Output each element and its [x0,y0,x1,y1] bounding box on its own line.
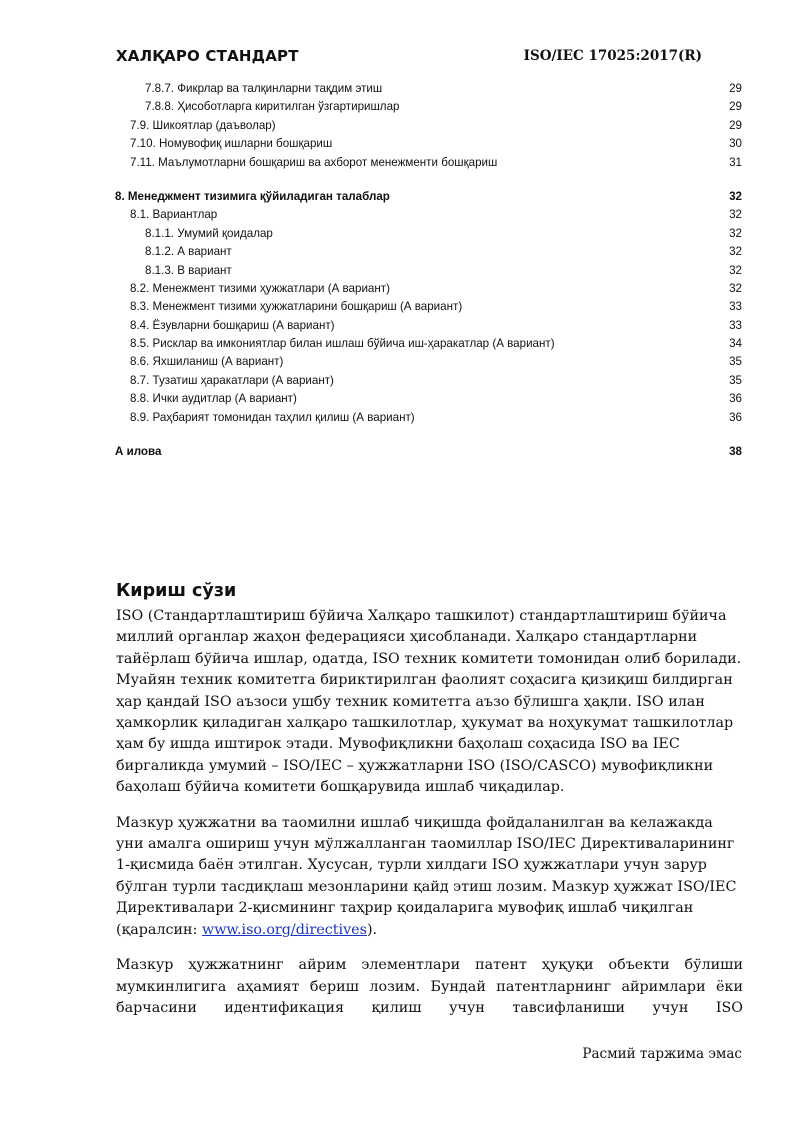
toc-entry[interactable] [115,206,742,224]
paragraph-text: Мазкур ҳужжатни ва таомилни ишлаб чиқишда фойдаланилган ва келажакда уни амалга ошириш учун мўлжалланган таомиллар ISO/IEC Директиваларининг 1-қисмида баён этилган. Хусусан, турли хилдаги ISO ҳужжатлари учун зарур бўлган турли тасдиқлаш мезонларини қайд этиш лозим. Мазкур ҳужжат ISO/IEC Директивалари 2-қисмининг таҳрир қоидаларига мувофиқ ишлаб чиқилган (қаралсин: [116,814,737,938]
toc-entry-page: 38 [729,445,742,459]
toc-entry-page: 32 [729,208,742,222]
toc-entry-page: 32 [729,281,742,295]
toc-entry-label: 8.5. Рисклар ва имкониятлар билан ишлаш бўйича иш-ҳаракатлар (А вариант) [130,337,555,351]
toc-group [115,80,742,172]
toc-entry-label: 7.8.7. Фикрлар ва талқинларни тақдим этиш [145,82,383,95]
header-standard-code: ISO/IEC 17025:2017(R) [523,48,702,64]
toc-entry-label: 8.1.2. А вариант [145,245,232,259]
toc-entry-label: 8.1.1. Умумий қоидалар [145,226,273,240]
toc-entry-page: 36 [729,410,742,424]
header-title: ХАЛҚАРО СТАНДАРТ [116,47,299,65]
toc-entry[interactable] [115,243,742,261]
toc-entry[interactable] [115,262,742,280]
toc-entry-label: 8.8. Ички аудитлар (А вариант) [130,392,297,406]
toc-entry-page: 33 [729,318,742,332]
toc-entry-label: 7.10. Номувофиқ ишларни бошқариш [130,137,333,151]
toc-entry[interactable] [115,317,742,335]
toc-entry-label: 8.2. Менежмент тизими ҳужжатлари (А вариант) [130,281,390,295]
toc-entry-label: 8.3. Менежмент тизими ҳужжатларини бошқариш (А вариант) [130,300,463,314]
toc-entry-label: 7.8.8. Ҳисоботларга киритилган ўзгартиришлар [145,100,400,114]
toc-entry-label: 8.6. Яхшиланиш (А вариант) [130,355,284,369]
toc-entry-page: 32 [729,226,742,240]
page-header [116,47,702,69]
toc-entry-page: 35 [729,373,742,387]
toc-entry[interactable] [115,280,742,298]
toc-entry-page: 34 [729,337,742,351]
toc-entry[interactable] [115,98,742,116]
toc-entry-label: 7.9. Шикоятлар (даъволар) [130,118,276,132]
toc-entry-page: 35 [729,355,742,369]
toc-entry[interactable] [115,135,742,153]
toc-entry[interactable] [115,409,742,427]
toc-entry-page: 33 [729,300,742,314]
footer-note: Расмий таржима эмас [582,1046,742,1062]
toc-entry[interactable] [115,298,742,316]
toc-entry[interactable] [115,443,742,461]
toc-entry-page: 31 [729,155,742,169]
toc-entry[interactable] [115,335,742,353]
toc-entry-label: 8. Менеджмент тизимига қўйиладиган талаблар [115,189,390,203]
foreword-heading: Кириш сўзи [116,581,237,601]
toc-entry-label: 8.4. Ёзувларни бошқариш (А вариант) [130,318,335,332]
toc-entry[interactable] [115,80,742,98]
toc-entry-page: 32 [729,189,742,203]
directives-link[interactable]: www.iso.org/directives [201,921,367,938]
foreword-paragraph: Мазкур ҳужжатнинг айрим элементлари патент ҳуқуқи объекти бўлиши мумкинлигига аҳамият бериш лозим. Бундай патентларнинг айримлари ёки барчасини идентификация қилиш учун тавсифланиши учун ISO [116,957,743,1016]
toc-entry[interactable] [115,390,742,408]
toc-entry-page: 32 [729,245,742,259]
toc-entry-label: 8.7. Тузатиш ҳаракатлари (А вариант) [130,373,334,387]
paragraph-text-end: ). [366,921,378,938]
foreword-paragraph [116,813,743,941]
table-of-contents [115,80,742,461]
toc-entry-page: 29 [729,82,742,95]
toc-group [115,443,742,461]
toc-entry-page: 29 [729,100,742,114]
toc-entry[interactable] [115,117,742,135]
foreword-paragraph: ISO (Стандартлаштириш бўйича Халқаро ташкилот) стандартлаштириш бўйича миллий органлар жаҳон федерацияси ҳисобланади. Халқаро стандартларни тайёрлаш бўйича ишлар, одатда, ISO техник комитети томонидан олиб борилади. Муайян техник комитетга бириктирилган фаолият соҳасига қизиқиш билдирган ҳар қандай ISO аъзоси ушбу техник комитетга аъзо бўлишга ҳақли. ISO илан ҳамкорлик қиладиган халқаро ташкилотлар, ҳукумат ва ноҳукумат ташкилотлар ҳам бу ишда иштирок этади. Мувофиқликни баҳолаш соҳасида ISO ва IEC биргаликда умумий – ISO/IEC – ҳужжатларни ISO (ISO/CASCO) мувофиқликни баҳолаш бўйича комитети бошқарувида ишлаб чиқадилар. [116,608,742,796]
toc-entry-label: 8.9. Раҳбарият томонидан таҳлил қилиш (А вариант) [130,410,415,424]
foreword-section [116,578,743,1033]
toc-entry[interactable] [115,353,742,371]
toc-entry-label: А илова [115,445,162,459]
toc-entry[interactable] [115,225,742,243]
toc-entry[interactable] [115,372,742,390]
toc-entry[interactable] [115,188,742,206]
toc-entry[interactable] [115,154,742,172]
toc-entry-page: 32 [729,263,742,277]
toc-entry-page: 29 [729,118,742,132]
toc-group [115,188,742,427]
toc-entry-label: 8.1.3. В вариант [145,263,232,277]
toc-entry-label: 8.1. Вариантлар [130,208,218,222]
toc-entry-page: 30 [729,137,742,151]
toc-entry-page: 36 [729,392,742,406]
toc-entry-label: 7.11. Маълумотларни бошқариш ва ахборот менежменти бошқариш [130,155,498,169]
